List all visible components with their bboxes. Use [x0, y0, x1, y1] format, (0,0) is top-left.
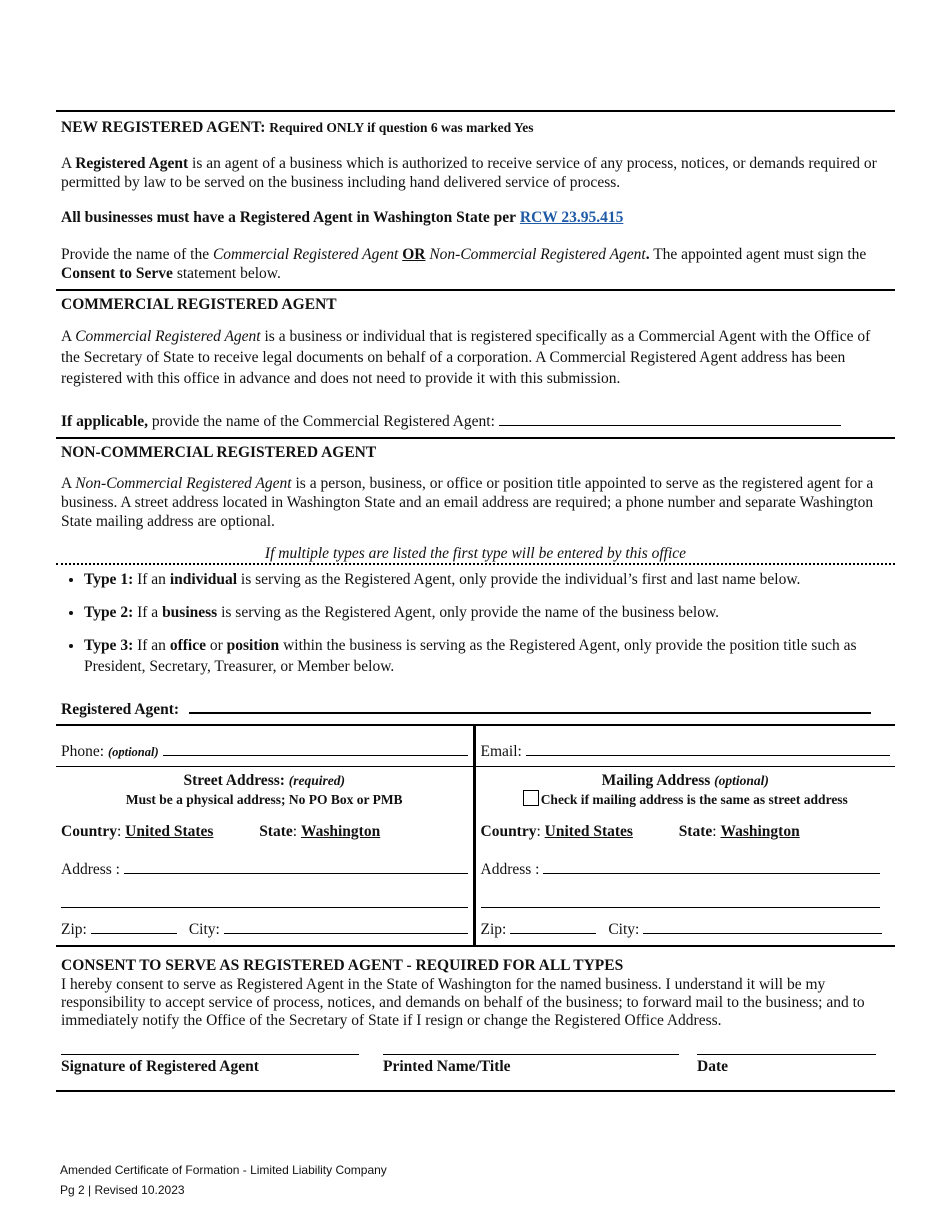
email-field[interactable] [526, 741, 890, 756]
text-span: . [645, 246, 650, 263]
text-span: Commercial Registered Agent [75, 328, 261, 345]
phone-row [56, 726, 473, 766]
street-city-label: City: [188, 921, 220, 938]
commercial-heading [56, 295, 895, 314]
mailing-zip-label: Zip: [480, 921, 507, 938]
new-agent-title-note: Required ONLY if question 6 was marked Yes [269, 120, 534, 135]
non-commercial-heading [56, 443, 895, 462]
street-state-value: Washington [300, 823, 381, 840]
text-span: is serving as the Registered Agent, only provide the name of the business below. [217, 604, 720, 621]
text-span: If a [133, 604, 163, 621]
mailing-address-row [476, 859, 896, 879]
text-span: If applicable, [61, 413, 148, 430]
mailing-address-field[interactable] [543, 859, 880, 874]
commercial-title: COMMERCIAL REGISTERED AGENT [61, 296, 337, 313]
mailing-zip-city-row [476, 919, 896, 945]
street-address-label: Address : [61, 861, 120, 878]
street-column [56, 726, 476, 945]
printed-name-label: Printed Name/Title [383, 1058, 511, 1075]
signature-field[interactable] [61, 1054, 359, 1055]
text-span: Type 2: [84, 604, 134, 621]
text-span: office [169, 637, 206, 654]
same-address-checkbox[interactable] [523, 790, 539, 806]
footer-form-name: Amended Certificate of Formation - Limited Liability Company [60, 1163, 387, 1177]
form-page [56, 110, 895, 1092]
text-span: statement below. [172, 265, 281, 282]
phone-label: Phone: [61, 743, 105, 760]
section-rule [56, 945, 895, 947]
text-span: A [61, 475, 76, 492]
row-divider [476, 766, 896, 767]
mailing-country-value: United States [544, 823, 633, 840]
text-span: business [162, 604, 218, 621]
street-zip-field[interactable] [91, 919, 177, 934]
street-address-row [56, 859, 473, 879]
mailing-city-label: City: [608, 921, 640, 938]
email-row [476, 726, 896, 766]
list-item [84, 602, 895, 623]
text-span: Country [61, 823, 117, 840]
text-span: Country [480, 823, 537, 840]
section-rule [56, 1090, 895, 1092]
text-span: If an [133, 637, 170, 654]
rcw-link[interactable]: RCW 23.95.415 [519, 209, 624, 226]
text-span: or [205, 637, 227, 654]
text-span: If multiple types are listed the first type will be entered by this office [264, 545, 687, 562]
mailing-address-line2-row [476, 893, 896, 908]
text-span: Street Address: [183, 772, 285, 789]
section-rule [56, 289, 895, 291]
list-item [84, 635, 895, 677]
same-address-checkbox-row [476, 790, 896, 809]
text-span: Must be a physical address; No PO Box or PMB [125, 792, 403, 807]
commercial-definition [56, 326, 895, 389]
row-divider [56, 766, 473, 767]
text-span: Non-Commercial Registered Agent [75, 475, 292, 492]
street-country-value: United States [125, 823, 214, 840]
text-span: Registered Agent [75, 155, 189, 172]
non-commercial-definition [56, 474, 895, 531]
text-span: A [61, 155, 76, 172]
new-agent-title: NEW REGISTERED AGENT: [61, 119, 266, 136]
registered-agent-row [56, 698, 895, 719]
registered-agent-field[interactable] [189, 698, 871, 714]
mailing-address-line2-field[interactable] [481, 893, 881, 908]
text-span: position [226, 637, 280, 654]
consent-statement: I hereby consent to serve as Registered Agent in the State of Washington for the named business. I understand it will be my responsibility to accept service of process, notices, and demands on behalf of the business; to forward mail to the business; and to immediately notify the Office of the Secretary of State if I resign or change the Registered Office Address. [61, 976, 865, 1029]
text-span: (optional) [714, 773, 769, 788]
list-item [84, 569, 895, 590]
text-span: is an agent of a business which is authorized to receive service of any process, notices, or demands required or permitted by law to be served on the business including hand delivered service of process. [61, 155, 877, 191]
section-rule [56, 437, 895, 439]
text-span: Consent to Serve [61, 265, 173, 282]
text-span: Provide the name of the [61, 246, 213, 263]
printed-name-field[interactable] [383, 1054, 679, 1055]
street-zip-label: Zip: [61, 921, 87, 938]
street-city-field[interactable] [224, 919, 468, 934]
commercial-agent-name-row [56, 411, 895, 431]
requirement-text: All businesses must have a Registered Agent in Washington State per [61, 209, 516, 226]
provide-name-instructions [56, 245, 895, 283]
registered-agent-definition [56, 154, 895, 192]
text-span: is a person, business, or office or position title appointed to serve as the registered agent for a business. A street address located in Washington State and an email address are required; a phone number and separate Washington State mailing address are optional. [61, 475, 874, 530]
phone-field[interactable] [163, 741, 468, 756]
text-span: is serving as the Registered Agent, only provide the individual’s first and last name below. [237, 571, 801, 588]
mailing-city-field[interactable] [643, 919, 882, 934]
date-cell [697, 1054, 876, 1076]
mailing-address-heading [476, 771, 896, 790]
multiple-types-note [56, 544, 895, 563]
street-address-line2-field[interactable] [61, 893, 468, 908]
phone-optional-note: (optional) [107, 745, 159, 759]
mailing-state-value: Washington [720, 823, 800, 840]
same-address-checkbox-label: Check if mailing address is the same as street address [540, 792, 848, 807]
signature-label: Signature of Registered Agent [61, 1058, 259, 1075]
requirement-statement [56, 208, 895, 227]
dotted-divider [56, 563, 895, 565]
street-address-field[interactable] [124, 859, 468, 874]
commercial-agent-name-field[interactable] [499, 411, 841, 426]
footer-page-info: Pg 2 | Revised 10.2023 [60, 1183, 185, 1197]
text-span: Non-Commercial Registered Agent [429, 246, 646, 263]
text-span: The appointed agent must sign the [649, 246, 867, 263]
signature-row [56, 1054, 895, 1090]
consent-title: CONSENT TO SERVE AS REGISTERED AGENT - REQUIRED FOR ALL TYPES [61, 957, 624, 974]
text-span: If an [133, 571, 170, 588]
non-commercial-title: NON-COMMERCIAL REGISTERED AGENT [61, 444, 377, 461]
email-label: Email: [480, 743, 522, 760]
mailing-zip-field[interactable] [510, 919, 596, 934]
new-agent-heading [56, 118, 895, 137]
section-rule [56, 110, 895, 112]
text-span: within the business is serving as the Registered Agent, only provide the position title such as President, Secretary, Treasurer, or Member below. [84, 637, 857, 675]
date-field[interactable] [697, 1054, 876, 1055]
printed-name-cell [383, 1054, 679, 1076]
agent-types-list [56, 569, 895, 677]
text-span: A [61, 328, 76, 345]
text-span: Mailing Address [601, 772, 711, 789]
address-grid [56, 724, 895, 945]
text-span: (required) [288, 773, 346, 788]
text-span: individual [169, 571, 238, 588]
text-span: is a business or individual that is registered specifically as a Commercial Agent with the Office of the Secretary of State to receive legal documents on behalf of a corporation. A Commercial Registered Agent address has been registered with this office in advance and does not need to provide it with this submission. [61, 328, 871, 387]
street-address-heading [56, 771, 473, 790]
mailing-country-state-row: Country: United States State: Washington [480, 823, 800, 840]
text-span: OR [402, 246, 426, 263]
page-footer [60, 1160, 387, 1200]
registered-agent-label: Registered Agent: [61, 701, 180, 718]
text-span: State [259, 823, 293, 840]
street-country-state-row: Country: United States State: Washington [61, 823, 381, 840]
street-zip-city-row [56, 919, 473, 945]
text-span: Type 3: [84, 637, 134, 654]
street-address-subtitle [56, 790, 473, 809]
consent-heading [56, 956, 895, 975]
text-span: provide the name of the Commercial Registered Agent: [147, 413, 495, 430]
text-span: Type 1: [84, 571, 134, 588]
mailing-column [476, 726, 896, 945]
signature-cell [61, 1054, 359, 1076]
date-label: Date [697, 1058, 728, 1075]
text-span: State [678, 823, 713, 840]
text-span: Commercial Registered Agent [212, 246, 399, 263]
street-address-line2-row [56, 893, 473, 908]
mailing-address-label: Address : [480, 861, 540, 878]
